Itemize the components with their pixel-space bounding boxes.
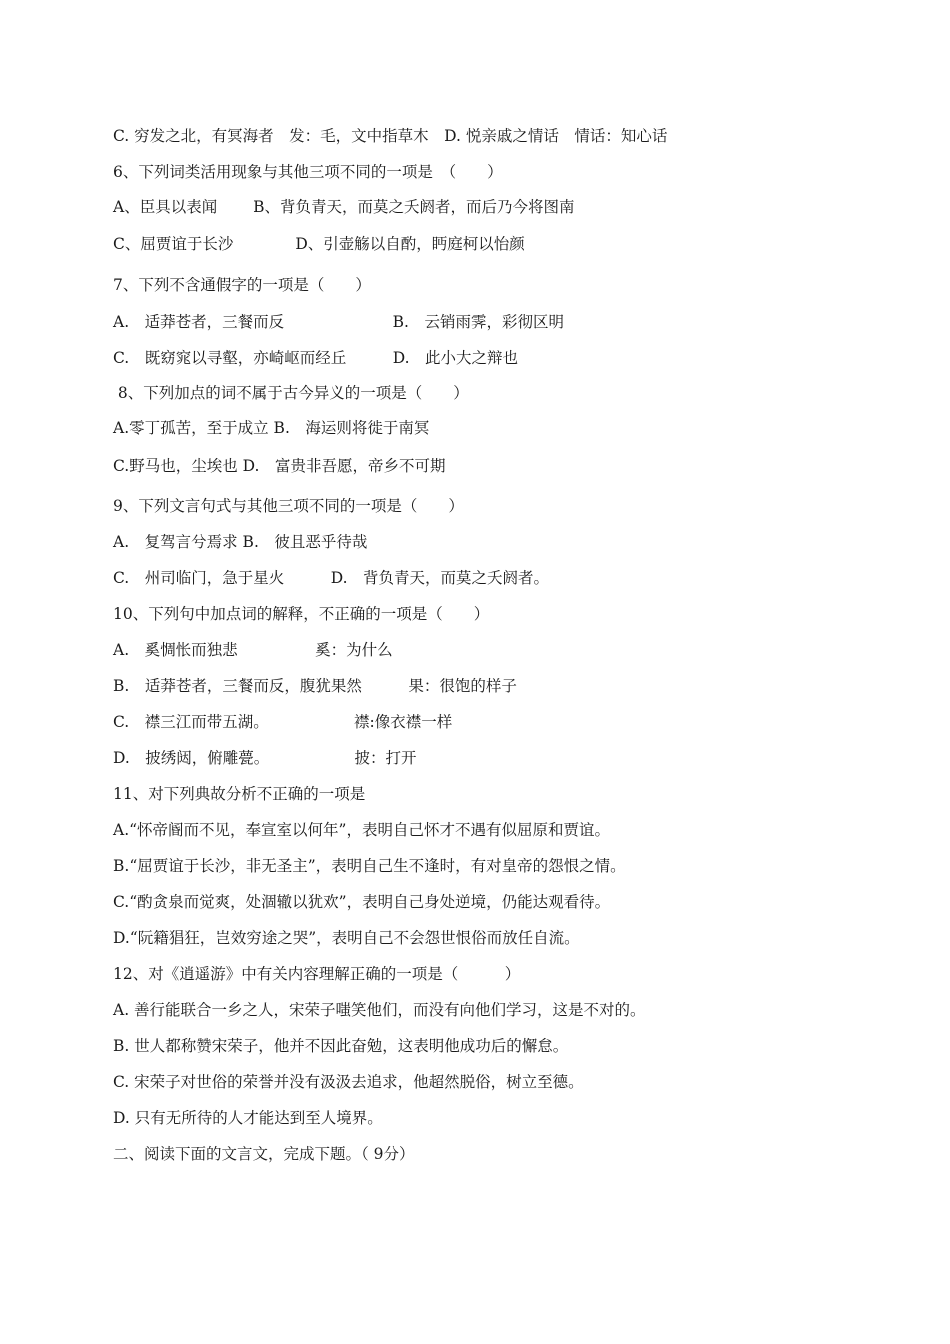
option-line: D.“阮籍猖狂，岂效穷途之哭”，表明自己不会怨世恨俗而放任自流。	[113, 929, 580, 947]
option-line: D. 只有无所待的人才能达到至人境界。	[113, 1109, 383, 1127]
option-line: C. 州司临门，急于星火 D. 背负青天，而莫之夭阏者。	[113, 569, 550, 587]
option-line: C、屈贾谊于长沙 D、引壶觞以自酌，眄庭柯以怡颜	[113, 235, 525, 253]
option-line: A. 奚惆怅而独悲 奚：为什么	[113, 641, 393, 659]
option-line: C.野马也，尘埃也 D. 富贵非吾愿，帝乡不可期	[113, 457, 446, 475]
option-line: B.“屈贾谊于长沙，非无圣主”，表明自己生不逢时，有对皇帝的怨恨之情。	[113, 857, 626, 875]
question-12: 12、对《逍遥游》中有关内容理解正确的一项是（ ）	[113, 965, 521, 983]
question-9: 9、下列文言句式与其他三项不同的一项是（ ）	[113, 497, 464, 515]
option-line: A.零丁孤苦，至于成立 B. 海运则将徙于南冥	[113, 419, 430, 437]
question-8: 8、下列加点的词不属于古今异义的一项是（ ）	[113, 384, 469, 402]
section-heading: 二、阅读下面的文言文，完成下题。（ 9分）	[113, 1145, 415, 1163]
option-line: B. 适莽苍者，三餐而反，腹犹果然 果：很饱的样子	[113, 677, 517, 695]
option-line: B. 世人都称赞宋荣子，他并不因此奋勉，这表明他成功后的懈怠。	[113, 1037, 569, 1055]
option-line: A. 复驾言兮焉求 B. 彼且恶乎待哉	[113, 533, 368, 551]
option-line: C. 既窈窕以寻壑，亦崎岖而经丘 D. 此小大之辩也	[113, 349, 519, 367]
question-11: 11、对下列典故分析不正确的一项是	[113, 785, 366, 803]
option-line: C. 穷发之北，有冥海者 发：毛，文中指草木 D. 悦亲戚之情话 情话：知心话	[113, 127, 668, 145]
option-line: C. 宋荣子对世俗的荣誉并没有汲汲去追求，他超然脱俗，树立至德。	[113, 1073, 584, 1091]
question-10: 10、下列句中加点词的解释，不正确的一项是（ ）	[113, 605, 490, 623]
option-line: A. 善行能联合一乡之人，宋荣子嗤笑他们，而没有向他们学习，这是不对的。	[113, 1001, 646, 1019]
question-7: 7、下列不含通假字的一项是（ ）	[113, 276, 371, 294]
option-line: A.“怀帝阍而不见，奉宣室以何年”，表明自己怀才不遇有似屈原和贾谊。	[113, 821, 610, 839]
option-line: C. 襟三江而带五湖。 襟:像衣襟一样	[113, 713, 453, 731]
option-line: C.“酌贪泉而觉爽，处涸辙以犹欢”，表明自己身处逆境，仍能达观看待。	[113, 893, 611, 911]
option-line: A. 适莽苍者，三餐而反 B. 云销雨霁，彩彻区明	[113, 313, 564, 331]
option-line: A、臣具以表闻 B、背负青天，而莫之夭阏者，而后乃今将图南	[113, 198, 575, 216]
option-line: D. 披绣闼，俯雕甍。 披：打开	[113, 749, 417, 767]
question-6: 6、下列词类活用现象与其他三项不同的一项是 （ ）	[113, 163, 503, 181]
